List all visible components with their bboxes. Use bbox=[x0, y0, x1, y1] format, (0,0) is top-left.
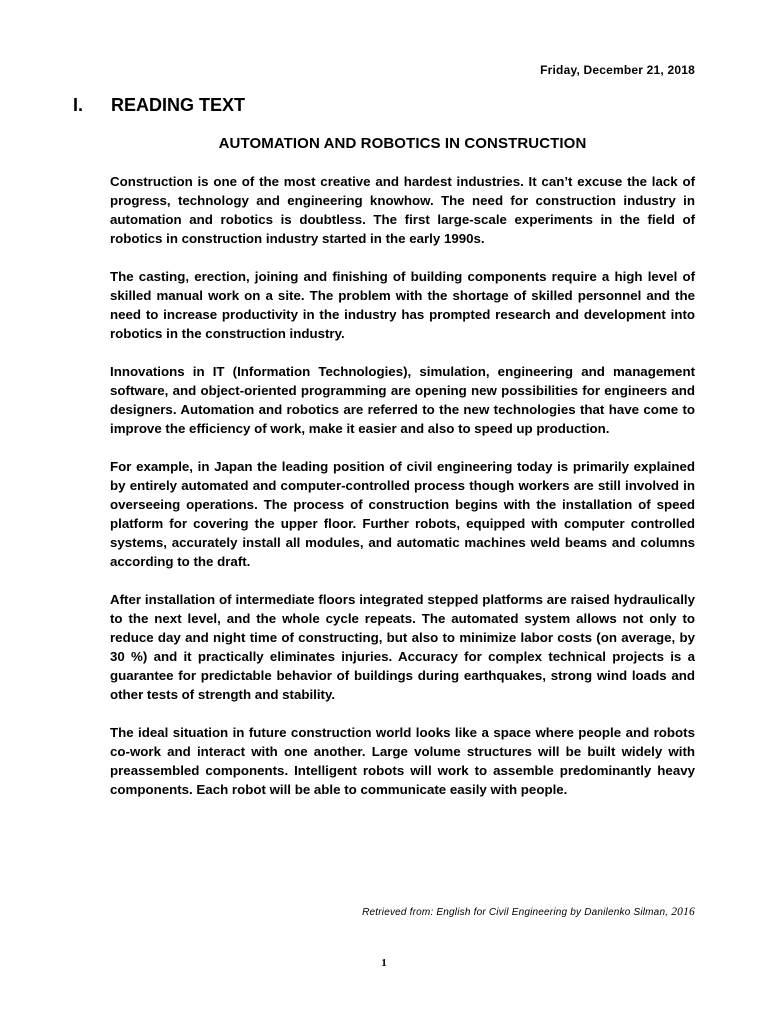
article-title: AUTOMATION AND ROBOTICS IN CONSTRUCTION bbox=[218, 135, 587, 152]
paragraph: The casting, erection, joining and finishing of building components require a high level of skilled manual work on a site. The problem with the shortage of skilled personnel and the need to increase productivity in the industry has prompted research and development into robotics in the construction industry. bbox=[110, 269, 695, 341]
section-number: I. bbox=[73, 95, 84, 115]
document-date: Friday, December 21, 2018 bbox=[540, 63, 695, 77]
paragraph: Innovations in IT (Information Technologies), simulation, engineering and management software, and object-oriented programming are opening new possibilities for engineers and designers. Automation and robotics are referred to the new technologies that have come to improve the efficiency of work, make it easier and also to speed up production. bbox=[110, 364, 695, 436]
section-title: READING TEXT bbox=[111, 95, 246, 115]
section-heading bbox=[73, 95, 245, 116]
citation-text: Retrieved from: English for Civil Engineering by Danilenko Silman, bbox=[362, 907, 669, 918]
paragraph: Construction is one of the most creative and hardest industries. It can’t excuse the lack of progress, technology and engineering knowhow. The need for construction industry in automation and robotics is doubtless. The first large-scale experiments in the field of robotics in construction industry started in the early 1990s. bbox=[110, 174, 695, 246]
article-body bbox=[110, 172, 695, 818]
page-number: 1 bbox=[381, 957, 387, 969]
citation-year: 2016 bbox=[671, 906, 695, 918]
paragraph: After installation of intermediate floors integrated stepped platforms are raised hydraulically to the next level, and the whole cycle repeats. The automated system allows not only to reduce day and night time of constructing, but also to minimize labor costs (on average, by 30 %) and it practically eliminates injuries. Accuracy for complex technical projects is a guarantee for predictable behavior of buildings during earthquakes, strong wind loads and other tests of strength and stability. bbox=[110, 592, 695, 702]
paragraph: The ideal situation in future construction world looks like a space where people and robots co-work and interact with one another. Large volume structures will be built widely with preassembled components. Intelligent robots will work to assemble predominantly heavy components. Each robot will be able to communicate easily with people. bbox=[110, 725, 695, 797]
paragraph: For example, in Japan the leading position of civil engineering today is primarily explained by entirely automated and computer-controlled process though workers are still involved in overseeing operations. The process of construction begins with the installation of speed platform for covering the upper floor. Further robots, equipped with computer controlled systems, accurately install all modules, and automatic machines weld beams and columns according to the draft. bbox=[110, 459, 695, 569]
citation bbox=[362, 906, 695, 918]
